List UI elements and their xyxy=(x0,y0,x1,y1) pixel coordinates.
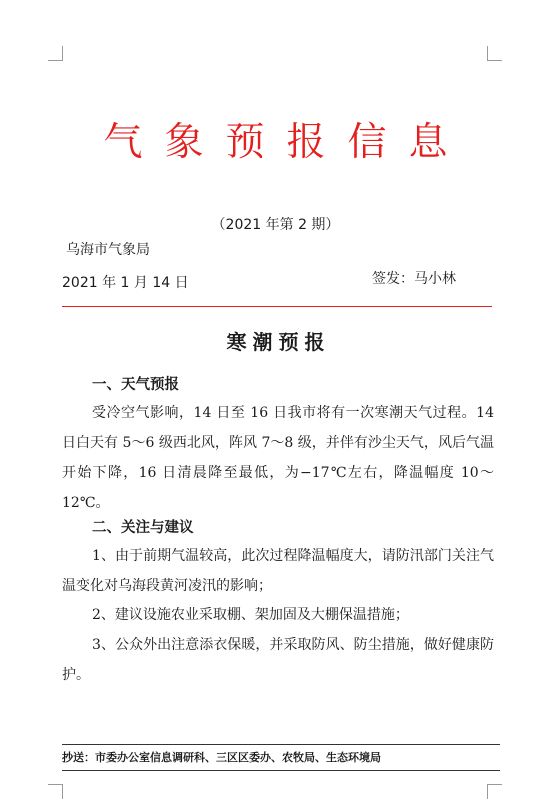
forecast-paragraph: 受冷空气影响，14 日至 16 日我市将有一次寒潮天气过程。14 日白天有 5～6 级西北风，阵风 7～8 级，并伴有沙尘天气，风后气温开始下降，16 日清晨降至最低，为−17℃左右，降温幅度 10～12℃。 xyxy=(62,405,494,511)
document-title: 寒潮预报 xyxy=(226,330,331,354)
signer: 签发：马小林 xyxy=(372,271,456,287)
advice-item: 1、由于前期气温较高，此次过程降温幅度大，请防汛部门关注气温变化对乌海段黄河凌汛的影响； xyxy=(62,548,494,594)
masthead-title: 气象预报信息 xyxy=(103,120,470,165)
advice-item: 2、建议设施农业采取棚、架加固及大棚保温措施； xyxy=(92,607,409,623)
cc-distribution-line: 抄送：市委办公室信息调研科、三区区委办、农牧局、生态环境局 xyxy=(62,751,381,764)
crop-mark-top-right xyxy=(487,46,502,61)
footer-rule-top xyxy=(62,744,500,745)
issue-date: 2021 年 1 月 14 日 xyxy=(62,275,189,291)
issuing-organization: 乌海市气象局 xyxy=(66,242,150,258)
footer-rule-bottom xyxy=(62,770,500,771)
section-heading-advice: 二、关注与建议 xyxy=(92,520,194,536)
red-divider xyxy=(62,306,492,307)
crop-mark-bottom-right xyxy=(487,784,502,799)
section-heading-forecast: 一、天气预报 xyxy=(92,377,179,393)
crop-mark-top-left xyxy=(48,46,63,61)
advice-item: 3、公众外出注意添衣保暖，并采取防风、防尘措施，做好健康防护。 xyxy=(62,637,494,683)
crop-mark-bottom-left xyxy=(48,784,63,799)
issue-number: （2021 年第 2 期） xyxy=(211,217,340,233)
